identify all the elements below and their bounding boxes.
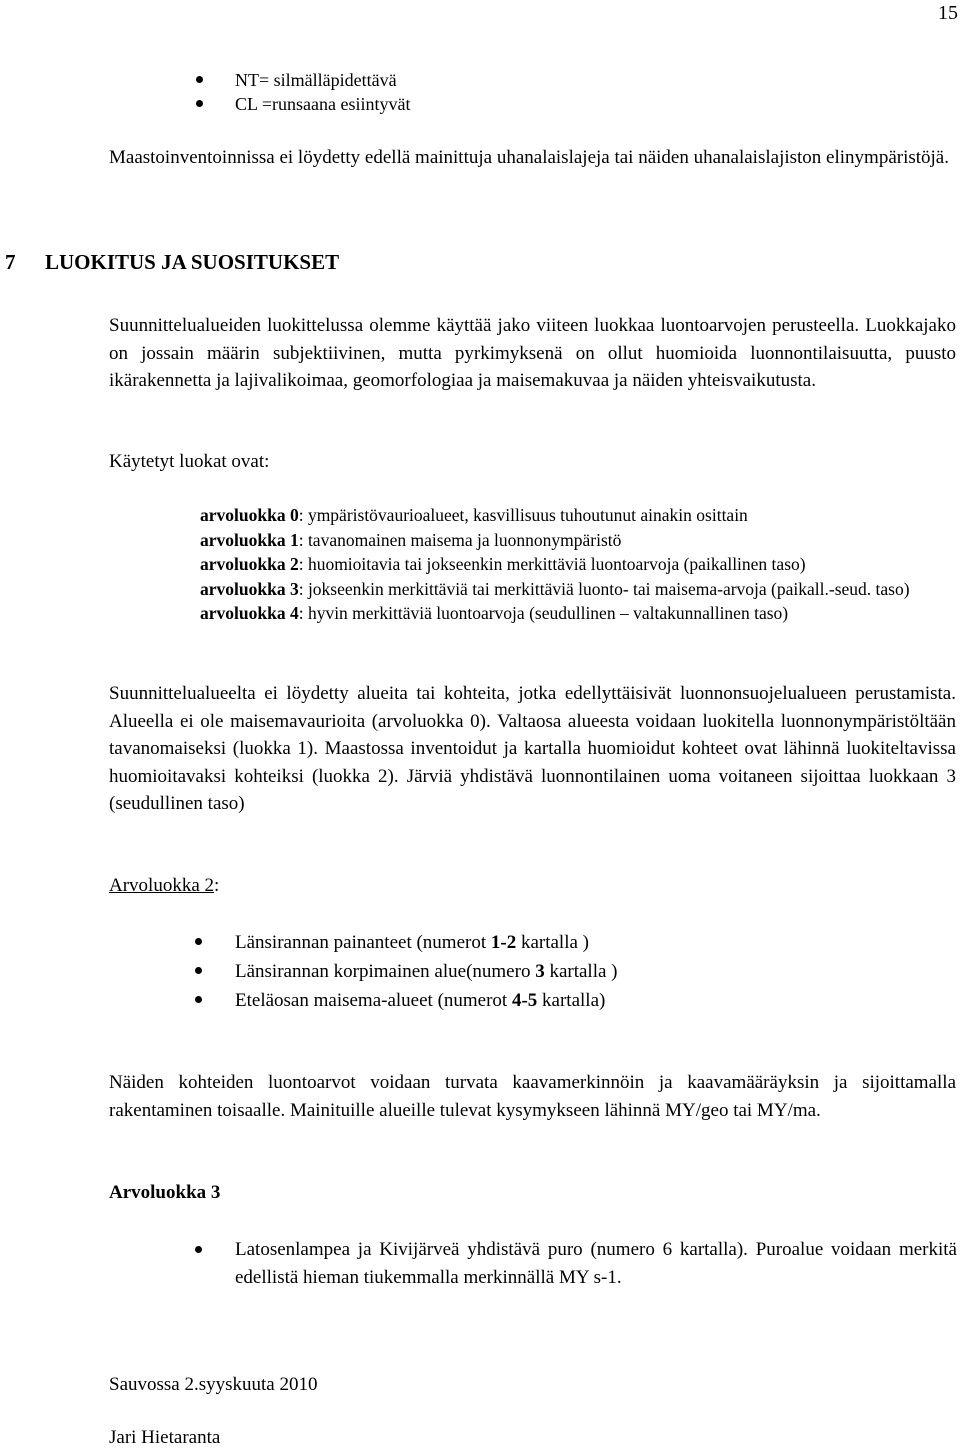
class2-heading	[109, 875, 219, 897]
class-text: : ympäristövaurioalueet, kasvillisuus tuhoutunut ainakin osittain	[298, 505, 748, 525]
paragraph-classification: Suunnittelualueiden luokittelussa olemme käyttää jako viiteen luokkaa luontoarvojen perusteella. Luokkajako on jossain määrin subjektiivinen, mutta pyrkimyksenä on ollut huomioida luonnontilaisuutta, puusto ikärakennetta ja lajivalikoimaa, geomorfologiaa ja maisemakuvaa ja näiden yhteisvaikutusta.	[109, 315, 956, 391]
item-text: kartalla )	[544, 961, 618, 982]
section-title: LUOKITUS JA SUOSITUKSET	[45, 250, 340, 274]
class-definition	[200, 552, 956, 577]
item-number: 3	[535, 961, 545, 982]
list-item: Latosenlampea ja Kivijärveä yhdistävä puro (numero 6 kartalla). Puroalue voidaan merkitä edellistä hieman tiukemmalla merkinnällä MY s-1.	[235, 1236, 957, 1291]
class-definition	[200, 528, 956, 553]
item-number: 1-2	[490, 932, 517, 953]
class-definition	[200, 601, 956, 626]
class-definitions	[200, 503, 956, 626]
list-item	[235, 986, 618, 1015]
class-definition	[200, 577, 956, 602]
class-text: : huomioitavia tai jokseenkin merkittäviä luontoarvoja (paikallinen taso)	[298, 554, 806, 574]
page-number: 15	[938, 2, 958, 24]
class-label: arvoluokka 2	[200, 554, 299, 574]
paragraph-protection: Näiden kohteiden luontoarvot voidaan turvata kaavamerkinnöin ja kaavamääräyksin ja sijoittamalla rakentaminen toisaalle. Mainituille alueille tulevat kysymykseen lähinnä MY/geo tai MY/ma.	[109, 1072, 956, 1121]
item-number: 4-5	[511, 990, 538, 1011]
class-text: : jokseenkin merkittäviä tai merkittäviä luonto- tai maisema-arvoja (paikall.-seud. taso)	[298, 578, 910, 599]
item-text: Länsirannan korpimainen alue(numero	[235, 961, 536, 982]
class-definition	[200, 503, 956, 528]
class2-heading-label: Arvoluokka 2	[109, 875, 215, 896]
class-label: arvoluokka 4	[200, 603, 299, 623]
paragraph-results: Suunnittelualueelta ei löydetty alueita tai kohteita, jotka edellyttäisivät luonnonsuojelualueen perustamista. Alueella ei ole maisemavaurioita (arvoluokka 0). Valtaosa alueesta voidaan luokitella luonnonympäristöltään tavanomaiseksi (luokka 1). Maastossa inventoidut ja kartalla huomioidut kohteet ovat lähinnä luokiteltavissa huomioitavaksi kohteiksi (luokka 2). Järviä yhdistävä luonnontilainen uoma voitaneen sijoittaa luokkaan 3 (seudullinen taso)	[109, 683, 956, 814]
list-item	[235, 957, 618, 986]
author-name: Jari Hietaranta	[109, 1427, 221, 1448]
item-text: Länsirannan painanteet (numerot	[235, 932, 491, 953]
threat-category-list	[235, 68, 410, 116]
paragraph-no-species: Maastoinventoinnissa ei löydetty edellä mainittuja uhanalaislajeja tai näiden uhanalaislajiston elinympäristöjä.	[109, 147, 949, 168]
classes-intro: Käytetyt luokat ovat:	[109, 451, 270, 472]
class3-list	[235, 1236, 957, 1291]
class2-list	[235, 928, 618, 1015]
section-number: 7	[5, 250, 16, 274]
class2-heading-suffix: :	[214, 875, 220, 896]
class-label: arvoluokka 1	[200, 529, 299, 550]
class-text: : tavanomainen maisema ja luonnonympäristö	[298, 529, 622, 550]
list-item: CL =runsaana esiintyvät	[235, 94, 411, 114]
place-date: Sauvossa 2.syyskuuta 2010	[109, 1374, 318, 1395]
list-item	[235, 928, 618, 957]
class3-heading: Arvoluokka 3	[109, 1182, 221, 1203]
list-item: NT= silmälläpidettävä	[235, 68, 410, 92]
class-label: arvoluokka 0	[200, 505, 299, 525]
class-label: arvoluokka 3	[200, 578, 299, 599]
item-text: kartalla)	[537, 990, 606, 1011]
item-text: Eteläosan maisema-alueet (numerot	[235, 990, 512, 1011]
class-text: : hyvin merkittäviä luontoarvoja (seudullinen – valtakunnallinen taso)	[298, 603, 789, 623]
item-text: kartalla )	[516, 932, 589, 953]
